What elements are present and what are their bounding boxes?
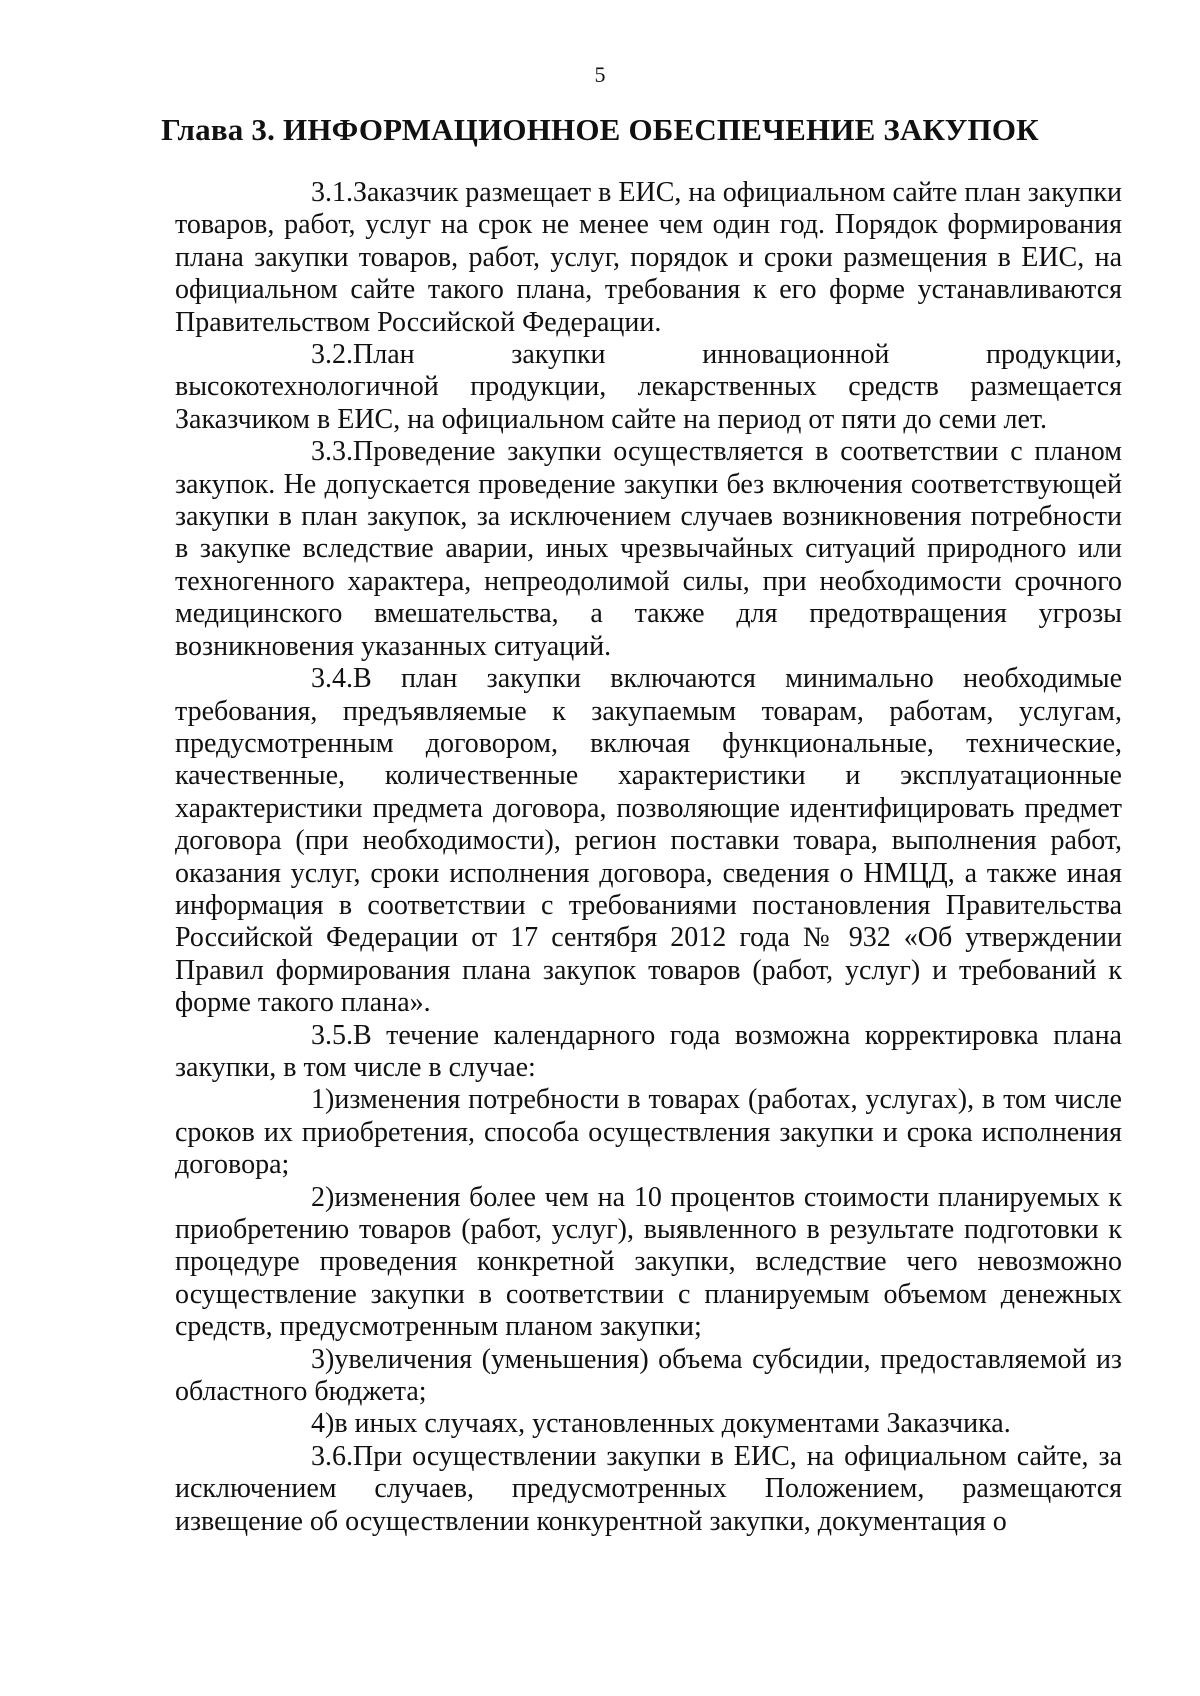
list-item-text: в иных случаях, установленных документами Заказчика. — [334, 1408, 1011, 1440]
list-item-3 — [175, 1344, 1122, 1409]
paragraph-text: Проведение закупки осуществляется в соответствии с планом закупок. Не допускается проведение закупки без включения соответствующей закупки в план закупок, за исключением случаев возникновения потребности в закупке вследствие аварии, иных чрезвычайных ситуаций природного или техногенного характера, непреодолимой силы, при необходимости срочного медицинского вмешательства, а также для предотвращения угрозы возникновения указанных ситуаций. — [175, 436, 1122, 662]
paragraph-3-5 — [175, 1020, 1122, 1085]
list-item-4 — [175, 1408, 1122, 1440]
paragraph-3-6 — [175, 1441, 1122, 1538]
paragraph-text: В план закупки включаются минимально необходимые требования, предъявляемые к закупаемым товарам, работам, услугам, предусмотренным договором, включая функциональные, технические, качественные, количественные характеристики и эксплуатационные характеристики предмета договора, позволяющие идентифицировать предмет договора (при необходимости), регион поставки товара, выполнения работ, оказания услуг, сроки исполнения договора, сведения о НМЦД, а также иная информация в соответствии с требованиями постановления Правительства Российской Федерации от 17 сентября 2012 года № 932 «Об утверждении Правил формирования плана закупок товаров (работ, услуг) и требований к форме такого плана». — [175, 663, 1122, 1019]
list-item-1 — [175, 1084, 1122, 1181]
list-item-text: увеличения (уменьшения) объема субсидии, предоставляемой из областного бюджета; — [175, 1343, 1122, 1408]
paragraph-number: 3.6. — [311, 1440, 353, 1472]
paragraph-number: 3.5. — [311, 1019, 353, 1051]
paragraph-number: 3.3. — [311, 436, 353, 468]
paragraph-number: 3.2. — [311, 339, 353, 371]
chapter-title: Глава 3. ИНФОРМАЦИОННОЕ ОБЕСПЕЧЕНИЕ ЗАКУПОК — [161, 112, 1039, 147]
list-item-number: 3) — [311, 1343, 335, 1375]
list-item-text: изменения более чем на 10 процентов стоимости планируемых к приобретению товаров (работ, услуг), выявленного в результате подготовки к процедуре проведения конкретной закупки, вследствие чего невозможно осуществление закупки в соответствии с планируемым объемом денежных средств, предусмотренным планом закупки; — [175, 1181, 1122, 1343]
list-item-number: 4) — [311, 1408, 335, 1440]
list-item-text: изменения потребности в товарах (работах, услугах), в том числе сроков их приобретения, способа осуществления закупки и срока исполнения договора; — [175, 1084, 1122, 1181]
paragraph-number: 3.1. — [311, 177, 353, 208]
paragraph-3-2 — [175, 339, 1122, 436]
list-item-number: 1) — [311, 1084, 335, 1116]
page-number: 5 — [594, 62, 606, 87]
list-item-number: 2) — [311, 1181, 335, 1213]
body-text — [175, 177, 1122, 1538]
paragraph-text: В течение календарного года возможна корректировка плана закупки, в том числе в случае: — [175, 1019, 1122, 1083]
paragraph-number: 3.4. — [311, 663, 353, 695]
paragraph-text: При осуществлении закупки в ЕИС, на официальном сайте, за исключением случаев, предусмотренных Положением, размещаются извещение об осуществлении конкурентной закупки, документация о — [175, 1440, 1122, 1537]
paragraph-3-1 — [175, 177, 1122, 339]
paragraph-text: План закупки инновационной продукции, высокотехнологичной продукции, лекарственных средств размещается Заказчиком в ЕИС, на официальном сайте на период от пяти до семи лет. — [175, 339, 1122, 435]
list-item-2 — [175, 1182, 1122, 1344]
paragraph-text: Заказчик размещает в ЕИС, на официальном сайте план закупки товаров, работ, услуг на срок не менее чем один год. Порядок формирования плана закупки товаров, работ, услуг, порядок и сроки размещения в ЕИС, на официальном сайте такого плана, требования к его форме устанавливаются Правительством Российской Федерации. — [175, 177, 1122, 338]
paragraph-3-4 — [175, 663, 1122, 1019]
paragraph-3-3 — [175, 436, 1122, 663]
